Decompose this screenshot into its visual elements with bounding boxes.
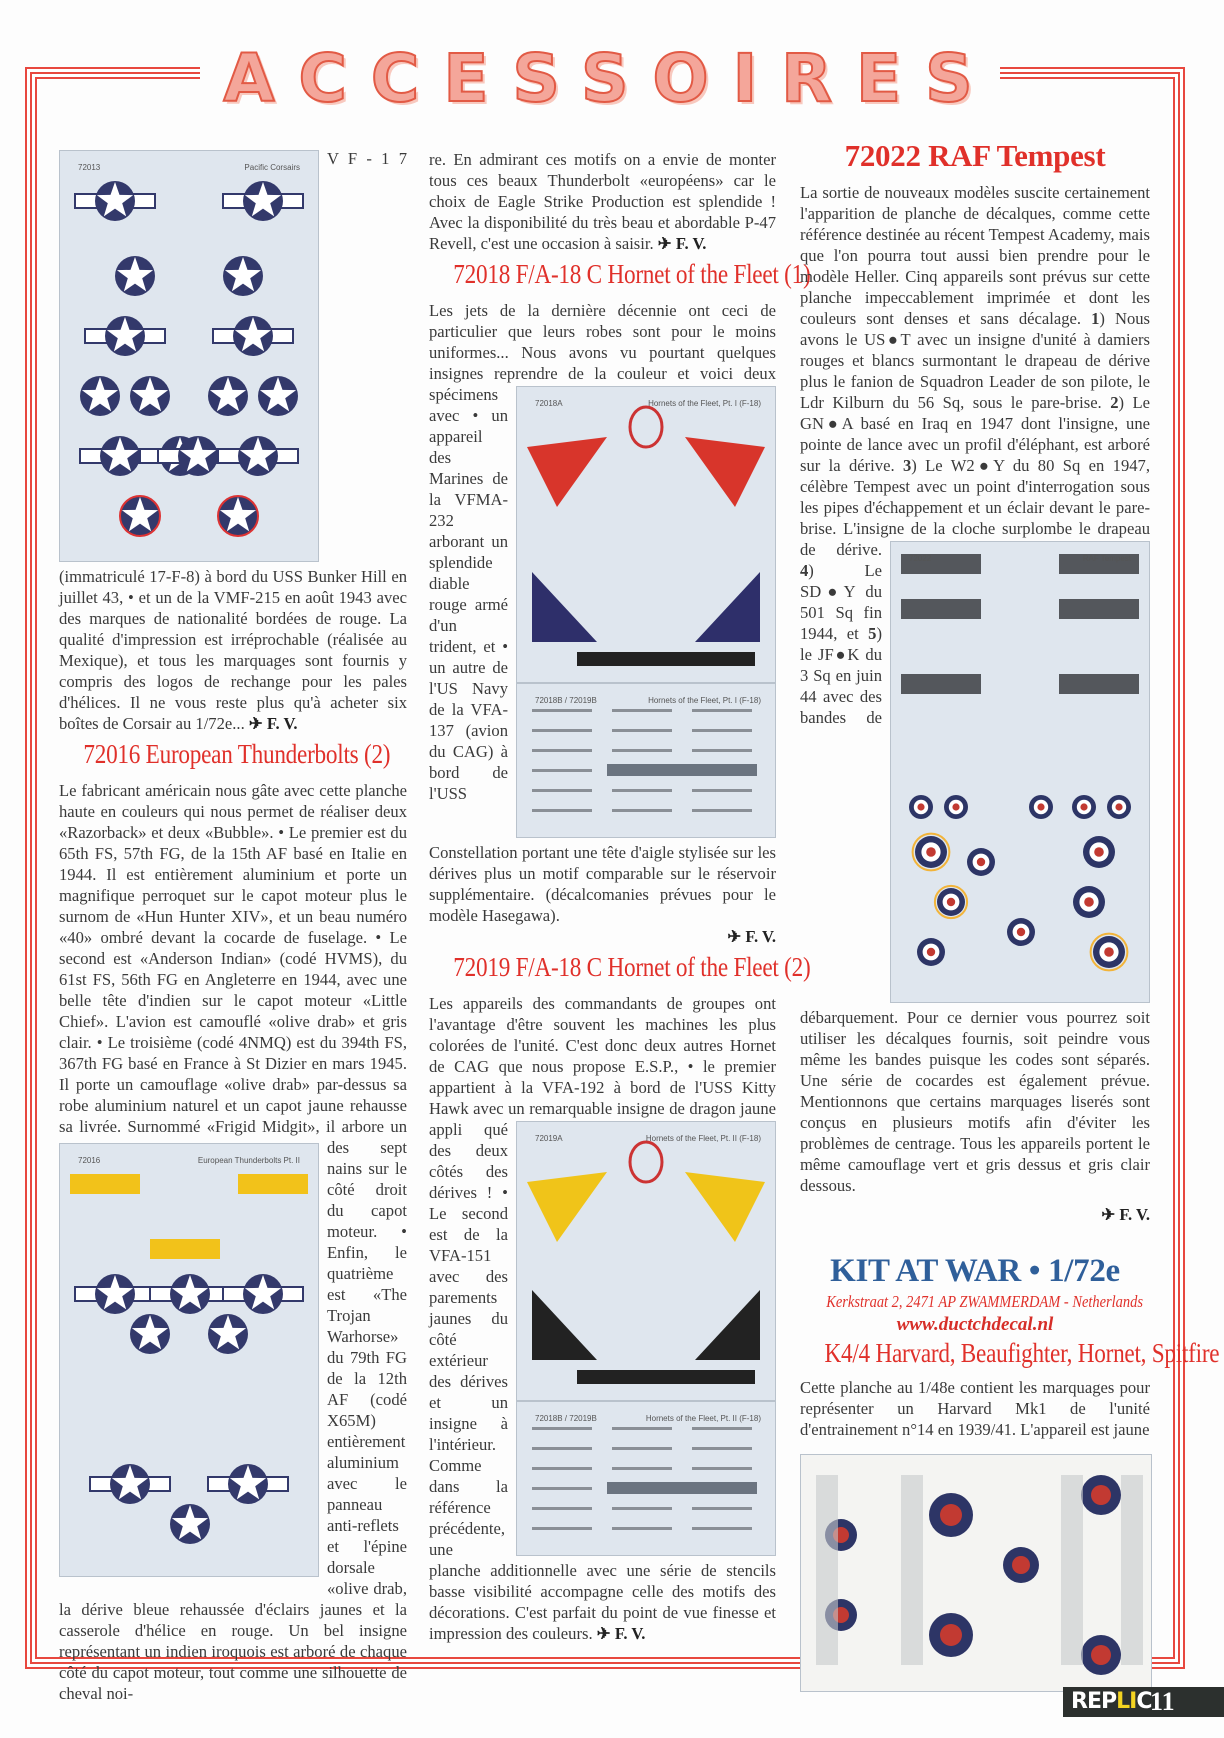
stencil-marking: [532, 1447, 592, 1450]
tempest-decal-sheet-image: [890, 541, 1150, 1003]
decal-ref: 72018B / 72019B: [535, 696, 597, 705]
decal-ref: 72018A: [535, 399, 563, 408]
serial-decal: [1059, 599, 1139, 619]
decal-artwork: [517, 387, 775, 682]
raf-roundel: [909, 795, 933, 819]
decal-marking: [577, 1370, 755, 1384]
us-star-insignia: [258, 376, 298, 416]
serial-decal: [1059, 674, 1139, 694]
column-1: [59, 148, 407, 1704]
decal-marking: [577, 652, 755, 666]
stencil-marking: [612, 749, 672, 752]
raf-roundel: [1007, 918, 1035, 946]
paragraph: V F - 1 7 (immatriculé 17-F-8) à bord du USS Bunker Hill en juillet 43, • et un de la VMF-215 en août 1943 avec des marques de nationalité bordées de rouge. La qualité d'impression est irréprochable (réalisée au Mexique), et tous les marquages sont fournis y compris des logos de rechange pour les pales d'hélices. Il ne vous reste plus qu'à acheter six boîtes de Corsair au 1/72e...: [59, 149, 407, 733]
decal-ref: 72018B / 72019B: [535, 1414, 597, 1423]
decal-name: European Thunderbolts Pt. II: [197, 1156, 300, 1165]
serial-decal: [901, 674, 981, 694]
us-star-insignia: [75, 181, 155, 221]
thunderbolts-article-text: [59, 780, 407, 1704]
paragraph: La sortie de nouveaux modèles suscite certainement l'apparition de planche de décalques, comme cette référence destinée au récent Tempest Academy, mais que l'on pourra tout aussi bien prendre pour le modèle Heller. Cinq appareils sont prévus sur cette planche impeccablement imprimée et dont les couleurs sont denses et sans décalage.: [800, 183, 1150, 328]
raf-roundel: [944, 795, 968, 819]
stencil-marking: [607, 764, 757, 776]
raf-roundel: [913, 834, 950, 871]
stencil-marking: [692, 809, 752, 812]
corsair-article-text: [59, 148, 407, 734]
decal-ref: 72013: [78, 163, 101, 172]
raf-roundel: [1072, 795, 1096, 819]
stencil-marking: [612, 1527, 672, 1530]
serial-decal: [901, 599, 981, 619]
decal-name: Hornets of the Fleet, Pt. I (F-18): [648, 696, 761, 705]
decal-artwork: [517, 1122, 775, 1400]
stencil-marking: [532, 729, 592, 732]
heading-72022: 72022 RAF Tempest: [844, 138, 1106, 173]
stencil-marking: [532, 809, 592, 812]
decal-name: Hornets of the Fleet, Pt. I (F-18): [648, 399, 761, 408]
decal-artwork: [60, 1144, 318, 1576]
us-star-insignia: [90, 1464, 170, 1504]
paragraph: ) Nous avons le US●T avec un insigne d'unité à damiers rouges et blancs surmontant le drapeau de dérive plus le fanion de Squadron Leader de son pilote, le Ldr Kilburn du 56 Sq, sous le pare-brise.: [800, 309, 1150, 412]
manufacturer-website: www.ductchdecal.nl: [896, 1314, 1054, 1335]
us-star-insignia: [208, 376, 248, 416]
hornet2-decal-images: [516, 1121, 776, 1556]
stencil-marking: [532, 769, 592, 772]
heading-k44: K4/4 Harvard, Beaufighter, Hornet, Spitfire: [824, 1338, 1220, 1368]
us-star-insignia: [208, 1314, 248, 1354]
hornet1-decal-images: [516, 386, 776, 838]
paragraph: ) Le SD●Y du 501 Sq fin 1944, et: [800, 561, 882, 643]
stencil-marking: [532, 1507, 592, 1510]
stencil-marking: [532, 1487, 592, 1490]
decal-artwork: [60, 151, 318, 561]
kit-at-war-decal-sheet-image: [800, 1454, 1152, 1692]
signature-line: [800, 1204, 1150, 1225]
logo-part: REP: [1071, 1689, 1117, 1714]
paragraph: qué des deux côtés des dérives ! • Le second est de la VFA-151 avec des parements jaunes du côté extérieur des dérives et un insigne à l'intérieur. Comme dans la référence précédente, une planche additionnelle avec une série de stencils basse visibilité accompagne celle des motifs des décorations. C'est parfait du point de vue finesse et impression des couleurs.: [429, 1120, 776, 1643]
decal-marking: [695, 572, 760, 642]
raf-roundel: [1081, 1635, 1121, 1675]
hornet1-stencil-sheet-image: [516, 683, 776, 838]
heading-72019: 72019 F/A-18 C Hornet of the Fleet (2): [453, 952, 811, 982]
paragraph: ) le JF●K du 3 Sq en juin 44 avec des bandes de débarquement. Pour ce dernier vous pourrez soit utiliser les décalques fournis, soit peindre vous même les bandes puisque les codes sont séparés. Une série de cocardes est également prévue. Mentionnons que certains marquages liserés sont conçus en plusieurs motifs afin d'éviter les problèmes de centrage. Tous les appareils portent le même camouflage vert et gris dessus et gris clair dessous.: [800, 624, 1150, 1195]
us-star-insignia: [130, 376, 170, 416]
yellow-band: [70, 1174, 140, 1194]
code-letters-decal: [816, 1475, 838, 1665]
page-footer: [1063, 1687, 1224, 1717]
raf-roundel: [1107, 795, 1131, 819]
stencil-marking: [607, 1482, 757, 1494]
page-number: 11: [1150, 1687, 1175, 1716]
paragraph: ) Le W2●Y du 80 Sq en 1947, célèbre Tempest avec un point d'interrogation sous les pipes d'échappement et un éclair devant le pare-brise. L'insigne de la cloche surplombe le drapeau: [800, 456, 1150, 538]
decal-marking: [527, 437, 607, 507]
decal-name: Pacific Corsairs: [244, 163, 300, 172]
yellow-band: [150, 1239, 220, 1259]
raf-roundel: [917, 938, 945, 966]
stencil-marking: [692, 1447, 752, 1450]
corsair-decal-sheet-image: [59, 150, 319, 562]
logo-part: LI: [1116, 1689, 1137, 1714]
paragraph: ) Le GN●A basé en Iraq en 1947 dont l'insigne, une pointe de lance avec un profil d'éléphant, est arboré sur la dérive.: [800, 393, 1150, 475]
item-number: 2: [1110, 393, 1119, 412]
page-title: ACCESSOIRES: [223, 40, 997, 117]
us-star-insignia: [85, 316, 165, 356]
paragraph: sept nains sur le côté droit du capot moteur. • Enfin, le quatrième est «The Trojan Warhorse» du 79th FG de la 12th AF (codé X65M) entièrement aluminium avec le panneau anti-reflets et l'épine dorsale «olive drab, la dérive bleue rehaussée d'éclairs jaunes et la casserole d'hélice en rouge. Un bel insigne représentant un indien iroquois est arboré de chaque côté du capot moteur, tout comme une silhouette de cheval noi-: [59, 1138, 407, 1703]
decal-marking: [532, 1290, 597, 1360]
us-star-insignia: [218, 436, 298, 476]
paragraph: avec • un appareil des Marines de la VFMA-232 arborant un splendide diable rouge armé d'un trident, et • un autre de l'US Navy de la VFA-137 (avion du CAG) à bord de l'USS Constellation portant une tête d'aigle stylisée sur les dérives plus un motif comparable sur le réservoir supplémentaire. (décalcomanies prévues pour le modèle Hasegawa).: [429, 406, 776, 925]
us-star-insignia: [208, 1464, 288, 1504]
decal-artwork: [801, 1455, 1151, 1691]
us-star-insignia: [80, 376, 120, 416]
author-signature: ✈ F. V.: [1101, 1205, 1150, 1224]
author-signature: ✈ F. V.: [248, 714, 298, 733]
kit-at-war-article-text: Cette planche au 1/48e contient les marquages pour représenter un Harvard Mk1 de l'unité d'entrainement n°14 en 1939/41. L'appareil est jaune: [800, 1378, 1150, 1439]
raf-roundel: [929, 1493, 973, 1537]
us-star-insignia: [130, 1314, 170, 1354]
raf-roundel: [929, 1613, 973, 1657]
stencil-marking: [612, 1467, 672, 1470]
us-star-insignia: [213, 316, 293, 356]
us-star-insignia: [115, 256, 155, 296]
heading-72016: 72016 European Thunderbolts (2): [83, 739, 391, 769]
hornet1-decal-sheet-image: [516, 386, 776, 683]
us-star-insignia: [218, 496, 258, 536]
paragraph: Les appareils des commandants de groupes ont l'avantage d'être souvent les machines les plus colorées de l'unité. C'est donc deux autres Hornet de CAG que nous propose E.S.P., • le premier appartient à la VFA-192 à bord de l'USS Kitty Hawk avec un remarquable insigne de dragon jaune appli: [429, 994, 776, 1139]
code-letters-decal: [1121, 1475, 1143, 1665]
column-2: [429, 149, 811, 1644]
thunderbolts-article-end: [429, 149, 776, 254]
raf-roundel: [1029, 795, 1053, 819]
paragraph: Le fabricant américain nous gâte avec cette planche haute en couleurs qui nous permet de réaliser deux «Razorback» et deux «Bubble». • Le premier est du 65th FS, 57th FG, de la 15th AF basé en Italie en 1944. Il est entièrement aluminium et porte un magnifique perroquet sur le capot moteur plus le surnom de «Hun Hunter XIV», et un beau numéro «40» ombré devant la cocarde de fuselage. • Le second est «Anderson Indian» (codé HVMS), du 61st FS, 56th FG en Angleterre en 1944, avec une belle tête d'indien sur le capot moteur «Little Chief». L'avion est camouflé «olive drab» et gris clair. • Le troisième (codé 4NMQ) est du 394th FS, 367th FG basé en France à St Dizier en mars 1945. Il porte un camouflage «olive drab» par-dessus sa robe aluminium naturel et un capot jaune rehausse sa livrée. Surnommé «Frigid Midgit», il arbore un des: [59, 781, 407, 1157]
decal-ref: 72019A: [535, 1134, 563, 1143]
us-star-insignia: [223, 1274, 303, 1314]
code-letters-decal: [1061, 1475, 1083, 1665]
decal-marking: [532, 572, 597, 642]
hornet2-article-text: [429, 993, 776, 1644]
decal-marking: [685, 1172, 765, 1242]
stencil-marking: [612, 729, 672, 732]
stencil-marking: [692, 749, 752, 752]
magazine-logo: [1071, 1689, 1151, 1714]
yellow-band: [238, 1174, 308, 1194]
raf-roundel: [1091, 934, 1128, 971]
us-star-insignia: [150, 1274, 230, 1314]
stencil-marking: [532, 1527, 592, 1530]
raf-roundel: [967, 848, 995, 876]
item-number: 1: [1091, 309, 1100, 328]
decal-marking: [695, 1290, 760, 1360]
hornet1-article-text: [429, 300, 776, 926]
stencil-marking: [692, 789, 752, 792]
decal-ref: 72022: [909, 554, 932, 563]
paragraph: de dérive.: [800, 540, 882, 559]
decal-name: Hornets of the Fleet, Pt. II (F-18): [645, 1414, 761, 1423]
item-number: 3: [902, 456, 912, 475]
item-number: 4: [800, 561, 809, 580]
stencil-marking: [532, 789, 592, 792]
us-star-insignia: [223, 181, 303, 221]
raf-roundel: [935, 886, 967, 918]
decal-ref: 72016: [78, 1156, 101, 1165]
decal-marking: [527, 1172, 607, 1242]
author-signature: ✈ F. V.: [596, 1624, 646, 1643]
manufacturer-address: Kerkstraat 2, 2471 AP ZWAMMERDAM - Netherlands: [826, 1292, 1143, 1311]
raf-roundel: [1081, 1475, 1121, 1515]
author-signature: ✈ F. V.: [727, 927, 776, 946]
raf-roundel: [1083, 836, 1115, 868]
hornet2-decal-sheet-image: [516, 1121, 776, 1401]
tempest-article-text: [800, 182, 1150, 1196]
stencil-marking: [532, 749, 592, 752]
stencil-marking: [692, 1467, 752, 1470]
paragraph: Les jets de la dernière décennie ont ceci de particulier que leurs robes sont pour le moins uniformes... Nous avons vu pourtant quelques insignes reprendre de la couleur et voici deux spécimens: [429, 301, 776, 404]
decal-name: RAF Tempest: [1082, 554, 1131, 563]
us-star-insignia: [170, 1504, 210, 1544]
thunderbolts-decal-sheet-image: [59, 1143, 319, 1577]
stencil-marking: [692, 729, 752, 732]
stencil-marking: [612, 809, 672, 812]
stencil-marking: [612, 789, 672, 792]
item-number: 5: [868, 624, 877, 643]
decal-name: Hornets of the Fleet, Pt. II (F-18): [645, 1134, 761, 1143]
column-3: [800, 138, 1220, 1692]
logo-part: C: [1136, 1689, 1152, 1714]
stencil-marking: [692, 1507, 752, 1510]
heading-kit-at-war: KIT AT WAR • 1/72e: [830, 1253, 1120, 1289]
stencil-marking: [532, 1467, 592, 1470]
stencil-marking: [612, 1447, 672, 1450]
raf-roundel: [1073, 886, 1105, 918]
paragraph: re. En admirant ces motifs on a envie de monter tous ces beaux Thunderbolt «européens» car le choix de Eagle Strike Production est splendide ! Avec la disponibilité du très beau et abordable P-47 Revell, c'est une occasion à saisir.: [429, 150, 776, 253]
code-letters-decal: [901, 1475, 923, 1665]
decal-artwork: [891, 542, 1149, 1002]
author-signature: ✈ F. V.: [657, 234, 707, 253]
signature-line: [429, 926, 776, 947]
us-star-insignia: [120, 496, 160, 536]
us-star-insignia: [223, 256, 263, 296]
stencil-marking: [612, 1507, 672, 1510]
heading-72018: 72018 F/A-18 C Hornet of the Fleet (1): [453, 259, 811, 289]
decal-marking: [685, 437, 765, 507]
stencil-marking: [692, 1527, 752, 1530]
hornet2-stencil-sheet-image: [516, 1401, 776, 1556]
raf-roundel: [1003, 1547, 1039, 1583]
us-star-insignia: [75, 1274, 155, 1314]
